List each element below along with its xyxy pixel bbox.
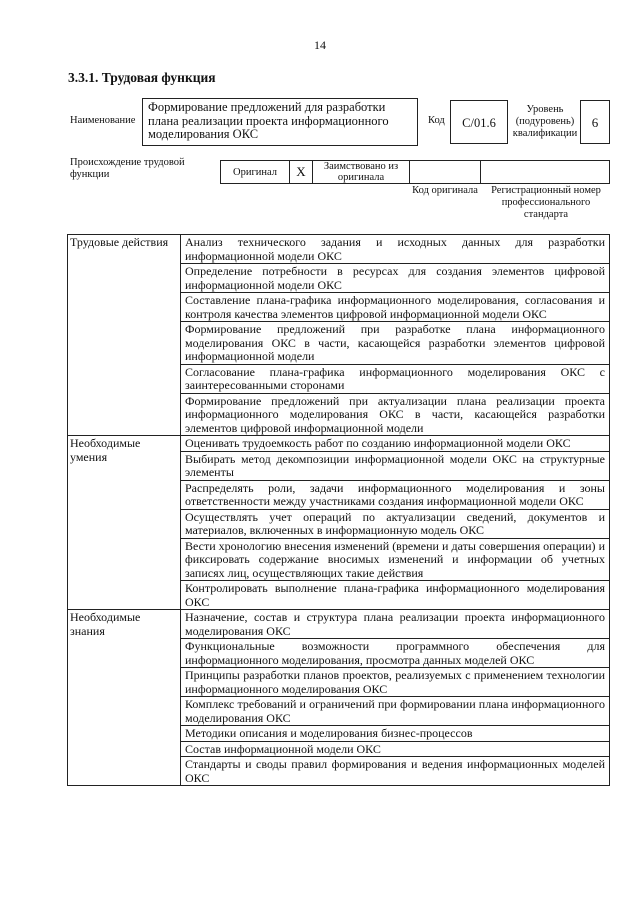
item-cell: Определение потребности в ресурсах для создания элементов цифровой информационной модели ОКС xyxy=(181,264,610,293)
origin-label: Происхождение трудовой функции xyxy=(70,157,185,180)
item-cell: Составление плана-графика информационного моделирования, согласования и контроля качества элементов цифровой информационной модели ОКС xyxy=(181,293,610,322)
function-details-body xyxy=(68,235,610,786)
item-cell: Комплекс требований и ограничений при формировании плана информационного моделирования ОКС xyxy=(181,697,610,726)
original-code-caption: Код оригинала xyxy=(412,185,478,196)
page-number: 14 xyxy=(314,38,326,52)
section-title: 3.3.1. Трудовая функция xyxy=(68,70,216,85)
item-cell: Принципы разработки планов проектов, реализуемых с применением технологии информационного моделирования ОКС xyxy=(181,668,610,697)
item-cell: Стандарты и своды правил формирования и ведения информационных моделей ОКС xyxy=(181,757,610,786)
registration-number-caption: Регистрационный номер профессионального стандарта xyxy=(491,185,601,220)
table-row xyxy=(68,235,610,264)
table-row xyxy=(68,610,610,639)
category-cell: Необходимые знания xyxy=(68,610,181,786)
original-label: Оригинал xyxy=(221,161,290,184)
original-mark: X xyxy=(290,161,313,184)
item-cell: Распределять роли, задачи информационного моделирования и зоны ответственности между участниками создания информационной модели ОКС xyxy=(181,480,610,509)
code-label: Код xyxy=(428,115,445,126)
borrowed-label: Заимствовано из оригинала xyxy=(313,161,410,184)
item-cell: Вести хронологию внесения изменений (времени и даты совершения операции) и фиксировать содержание вносимых изменений и информации об учетных записях лиц, осуществляющих такие действия xyxy=(181,538,610,581)
item-cell: Анализ технического задания и исходных данных для разработки информационной модели ОКС xyxy=(181,235,610,264)
item-cell: Методики описания и моделирования бизнес-процессов xyxy=(181,726,610,742)
registration-number-cell xyxy=(481,161,610,184)
item-cell: Функциональные возможности программного обеспечения для информационного моделирования, просмотра данных моделей ОКС xyxy=(181,639,610,668)
name-label: Наименование xyxy=(70,115,136,126)
function-name-field: Формирование предложений для разработки плана реализации проекта информационного моделирования ОКС xyxy=(142,98,418,146)
category-cell: Необходимые умения xyxy=(68,436,181,610)
qualification-level-field: 6 xyxy=(580,100,610,144)
item-cell: Контролировать выполнение плана-графика информационного моделирования ОКС xyxy=(181,581,610,610)
item-cell: Осуществлять учет операций по актуализации сведений, документов и материалов, включенных в информационную модель ОКС xyxy=(181,509,610,538)
code-field: C/01.6 xyxy=(450,100,508,144)
qualification-level-label: Уровень (подуровень) квалификации xyxy=(512,104,578,139)
table-row xyxy=(68,436,610,452)
item-cell: Выбирать метод декомпозиции информационной модели ОКС на структурные элементы xyxy=(181,451,610,480)
item-cell: Формирование предложений при разработке плана информационного моделирования ОКС в части, касающейся разработки элементов цифровой информационной модели xyxy=(181,322,610,365)
item-cell: Формирование предложений при актуализации плана реализации проекта информационного моделирования ОКС в части, касающейся разработки элементов цифровой информационной модели xyxy=(181,393,610,436)
item-cell: Согласование плана-графика информационного моделирования ОКС с заинтересованными сторонами xyxy=(181,364,610,393)
item-cell: Состав информационной модели ОКС xyxy=(181,741,610,757)
origin-table xyxy=(220,160,610,184)
item-cell: Назначение, состав и структура плана реализации проекта информационного моделирования ОКС xyxy=(181,610,610,639)
function-details-table xyxy=(67,234,610,786)
item-cell: Оценивать трудоемкость работ по созданию информационной модели ОКС xyxy=(181,436,610,452)
original-code-cell xyxy=(410,161,481,184)
category-cell: Трудовые действия xyxy=(68,235,181,436)
